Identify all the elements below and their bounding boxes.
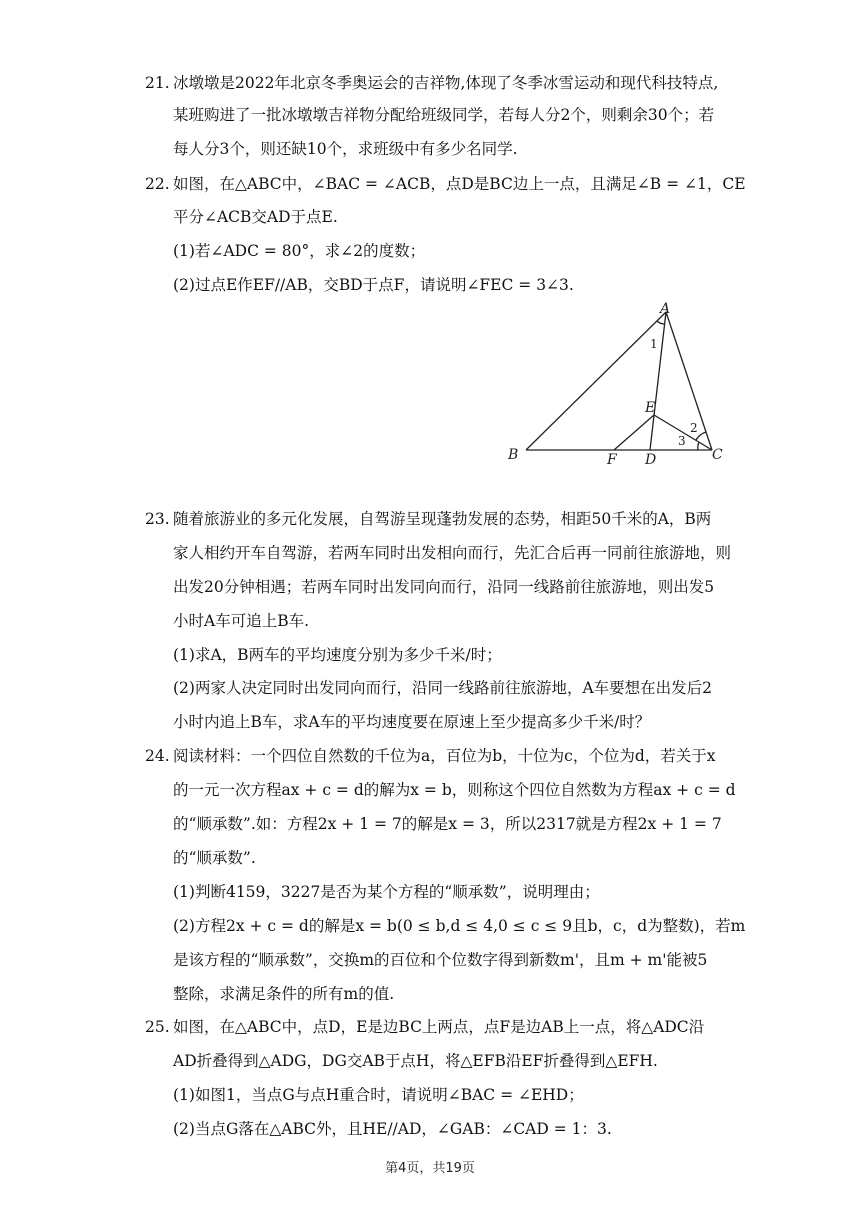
- label-d: D: [645, 452, 657, 468]
- text-line: (1)若∠ADC = 80°，求∠2的度数；: [173, 242, 426, 260]
- text-line: (1)判断4159，3227是否为某个方程的“顺承数”，说明理由；: [173, 883, 600, 901]
- text-line: 冰墩墩是2022年北京冬季奥运会的吉祥物,体现了冬季冰雪运动和现代科技特点,: [173, 74, 719, 92]
- label-f: F: [607, 452, 617, 468]
- text-line: 家人相约开车自驾游，若两车同时出发相向而行，先汇合后再一同前往旅游地，则: [173, 544, 732, 562]
- angle-label-3: 3: [678, 434, 686, 448]
- text-line: AD折叠得到△ADG，DG交AB于点H，将△EFB沿EF折叠得到△EFH.: [173, 1052, 658, 1070]
- text-line: 如图，在△ABC中，点D，E是边BC上两点，点F是边AB上一点，将△ADC沿: [173, 1018, 705, 1036]
- angle-3-arc: [698, 442, 699, 450]
- angle-1-arc: [657, 321, 664, 324]
- text-line: (2)两家人决定同时出发同向而行，沿同一线路前往旅游地，A车要想在出发后2: [173, 679, 713, 697]
- text-line: 如图，在△ABC中，∠BAC = ∠ACB，点D是BC边上一点，且满足∠B = ∠1，CE: [173, 175, 746, 193]
- angle-label-2: 2: [690, 421, 698, 435]
- text-line: (2)过点E作EF//AB，交BD于点F，请说明∠FEC = 3∠3.: [173, 276, 574, 294]
- text-line: 小时内追上B车，求A车的平均速度要在原速上至少提高多少千米/时？: [173, 713, 651, 731]
- text-line: 小时A车可追上B车.: [173, 612, 310, 630]
- problem-number: 24.: [145, 747, 170, 765]
- problem-number: 23.: [145, 510, 170, 528]
- text-line: 阅读材料：一个四位自然数的千位为a，百位为b，十位为c，个位为d，若关于x: [173, 747, 716, 765]
- label-a: A: [660, 301, 671, 317]
- text-line: (2)方程2x + c = d的解是x = b(0 ≤ b,d ≤ 4,0 ≤ c ≤ 9且b，c，d为整数)，若m: [173, 917, 746, 935]
- label-b: B: [508, 447, 519, 463]
- text-line: 是该方程的“顺承数”，交换m的百位和个位数字得到新数m'，且m + m'能被5: [173, 951, 708, 969]
- text-line: 出发20分钟相遇；若两车同时出发同向而行，沿同一线路前往旅游地，则出发5: [173, 578, 715, 596]
- text-line: (1)求A，B两车的平均速度分别为多少千米/时；: [173, 646, 502, 664]
- label-c: C: [712, 447, 723, 463]
- segment-ad: [650, 312, 666, 450]
- text-line: 整除，求满足条件的所有m的值.: [173, 985, 395, 1003]
- text-line: 随着旅游业的多元化发展，自驾游呈现蓬勃发展的态势，相距50千米的A，B两: [173, 510, 712, 528]
- triangle-figure: [500, 298, 740, 470]
- label-e: E: [645, 400, 656, 416]
- text-line: 的“顺承数”.: [173, 849, 256, 867]
- page-footer: 第4页，共19页: [385, 1161, 475, 1176]
- text-line: (1)如图1，当点G与点H重合时，请说明∠BAC = ∠EHD；: [173, 1086, 584, 1104]
- text-line: 平分∠ACB交AD于点E.: [173, 208, 338, 226]
- text-line: 的“顺承数”.如：方程2x + 1 = 7的解是x = 3，所以2317就是方程2x + 1 = 7: [173, 815, 722, 833]
- text-line: 某班购进了一批冰墩墩吉祥物分配给班级同学，若每人分2个，则剩余30个；若: [173, 106, 715, 124]
- segment-ac: [666, 312, 712, 450]
- text-line: 的一元一次方程ax + c = d的解为x = b，则称这个四位自然数为方程ax + c = d: [173, 781, 736, 799]
- problem-number: 22.: [145, 175, 170, 193]
- segment-ef: [614, 415, 654, 450]
- angle-label-1: 1: [650, 337, 658, 351]
- problem-number: 21.: [145, 74, 170, 92]
- text-line: 每人分3个，则还缺10个，求班级中有多少名同学.: [173, 140, 518, 158]
- segment-ab: [526, 312, 666, 450]
- problem-number: 25.: [145, 1018, 170, 1036]
- text-line: (2)当点G落在△ABC外，且HE//AD，∠GAB：∠CAD = 1：3.: [173, 1120, 612, 1138]
